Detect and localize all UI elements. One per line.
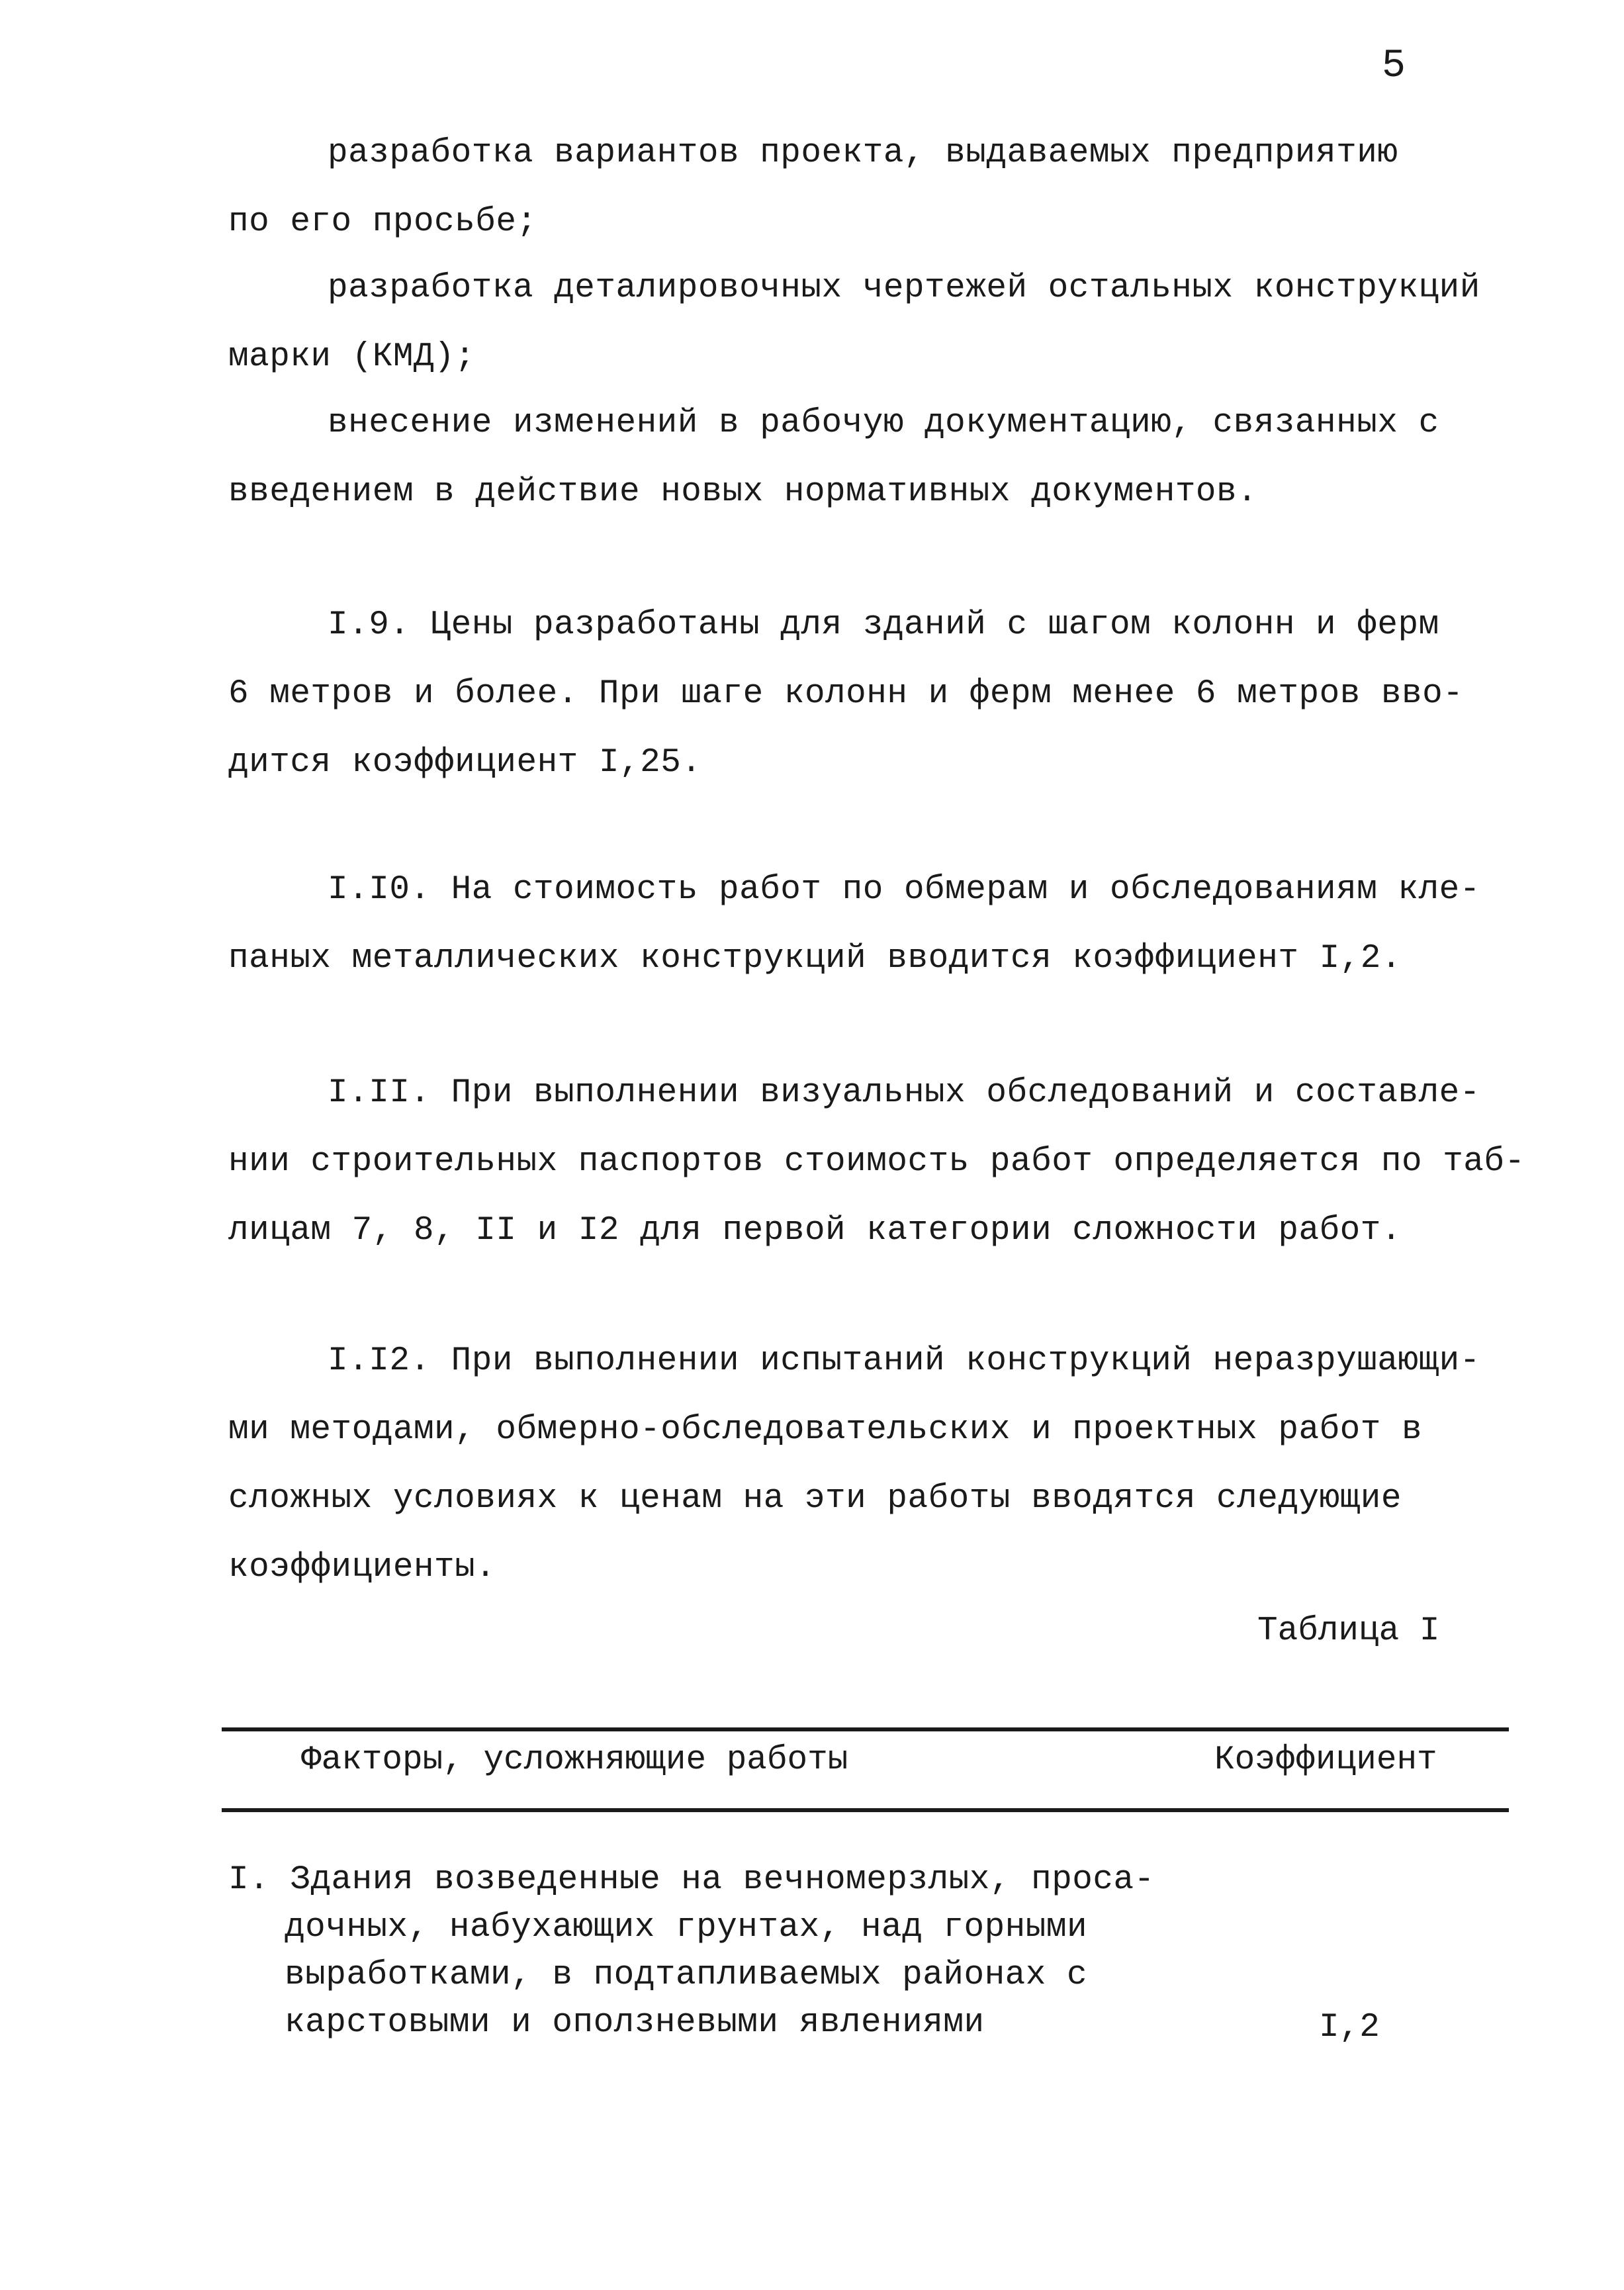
paragraph-line: I.I0. На стоимость работ по обмерам и обследованиям кле- bbox=[328, 871, 1480, 909]
table-row-coefficient: I,2 bbox=[1319, 2009, 1380, 2046]
paragraph-line: паных металлических конструкций вводится коэффициент I,2. bbox=[228, 940, 1402, 978]
paragraph-line: дится коэффициент I,25. bbox=[228, 744, 702, 782]
paragraph-detailing-drawings bbox=[228, 254, 1506, 392]
paragraph-line: ми методами, обмерно-обследовательских и проектных работ в bbox=[228, 1411, 1423, 1449]
table-row-line: выработками, в подтапливаемых районах с bbox=[285, 1956, 1088, 1994]
clause-1-9 bbox=[228, 591, 1506, 798]
paragraph-line: разработка вариантов проекта, выдаваемых предприятию bbox=[328, 134, 1398, 172]
table-top-rule bbox=[222, 1727, 1509, 1731]
table-header-coefficient: Коэффициент bbox=[1214, 1741, 1437, 1779]
paragraph-documentation-changes bbox=[228, 389, 1506, 527]
table-header-rule bbox=[222, 1808, 1509, 1812]
paragraph-line: 6 метров и более. При шаге колонн и ферм менее 6 метров вво- bbox=[228, 675, 1464, 713]
clause-1-11 bbox=[228, 1059, 1525, 1265]
table-row-line: карстовыми и оползневыми явлениями bbox=[285, 2004, 985, 2042]
table-row-line: I. Здания возведенные на вечномерзлых, проса- bbox=[228, 1861, 1155, 1899]
paragraph-line: лицам 7, 8, II и I2 для первой категории сложности работ. bbox=[228, 1212, 1402, 1250]
paragraph-line: сложных условиях к ценам на эти работы вводятся следующие bbox=[228, 1480, 1402, 1518]
paragraph-line: внесение изменений в рабочую документацию, связанных с bbox=[328, 404, 1439, 442]
paragraph-design-variants bbox=[228, 119, 1506, 257]
clause-1-10 bbox=[228, 856, 1506, 993]
table-header-factors: Факторы, усложняющие работы bbox=[301, 1741, 848, 1779]
paragraph-line: разработка деталировочных чертежей остальных конструкций bbox=[328, 269, 1480, 307]
paragraph-line: введением в действие новых нормативных документов. bbox=[228, 473, 1258, 511]
paragraph-line: I.9. Цены разработаны для зданий с шагом колонн и ферм bbox=[328, 606, 1439, 644]
table-caption: Таблица I bbox=[1257, 1612, 1440, 1650]
paragraph-line: I.I2. При выполнении испытаний конструкций неразрушающи- bbox=[328, 1342, 1480, 1380]
clause-1-12 bbox=[228, 1327, 1506, 1602]
table-row-line: дочных, набухающих грунтах, над горными bbox=[285, 1909, 1088, 1946]
paragraph-line: марки (КМД); bbox=[228, 338, 476, 376]
paragraph-line: I.II. При выполнении визуальных обследований и составле- bbox=[328, 1074, 1480, 1112]
page-number: 5 bbox=[1382, 44, 1406, 89]
table-row bbox=[228, 1856, 1155, 2047]
paragraph-line: коэффициенты. bbox=[228, 1549, 496, 1586]
paragraph-line: по его просьбе; bbox=[228, 203, 537, 241]
paragraph-line: нии строительных паспортов стоимость работ определяется по таб- bbox=[228, 1143, 1525, 1181]
